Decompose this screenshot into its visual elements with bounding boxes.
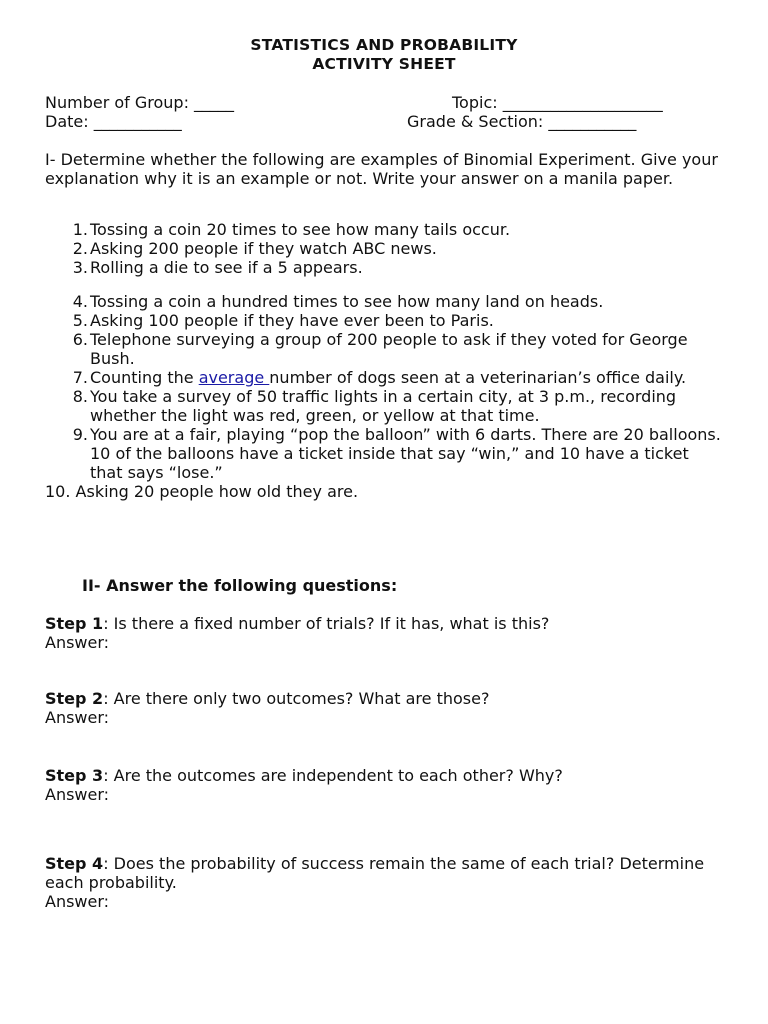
step-label: Step 1 [45,614,104,633]
list-item [45,425,725,482]
item-text: You are at a fair, playing “pop the balloon” with 6 darts. There are 20 balloons. 10 of the balloons have a ticket inside that say “win,” and 10 have a ticket that says “lose.” [90,425,721,482]
step-1 [45,614,735,652]
item-text: Asking 20 people how old they are. [75,482,359,501]
item-text: Asking 100 people if they have ever been to Paris. [90,311,494,330]
item-number: 8. [72,387,88,406]
step-label: Step 4 [45,854,104,873]
item-number: 1. [72,220,88,239]
step-2 [45,689,735,727]
item-text: Telephone surveying a group of 200 people to ask if they voted for George Bush. [90,330,688,368]
sheet-title: STATISTICS AND PROBABILITY [250,36,518,54]
binomial-items-list-b [45,292,725,501]
item-number: 4. [72,292,88,311]
date-field: Date: ___________ [45,112,182,131]
answer-label: Answer: [45,708,110,727]
list-item [45,330,725,368]
item-number: 7. [72,368,88,387]
grade-section-field: Grade & Section: ___________ [407,112,637,131]
item-text: number of dogs seen at a veterinarian’s office daily. [269,368,687,387]
part2-heading: II- Answer the following questions: [82,576,398,595]
item-number: 10. [45,482,71,501]
item-text: Tossing a coin a hundred times to see how many land on heads. [90,292,604,311]
step-question: : Is there a fixed number of trials? If it has, what is this? [103,614,550,633]
list-item [45,368,725,387]
item-text: Tossing a coin 20 times to see how many tails occur. [90,220,511,239]
list-item [45,292,725,311]
item-number: 6. [72,330,88,349]
step-question: : Does the probability of success remain the same of each trial? Determine each probability. [45,854,705,892]
item-number: 3. [72,258,88,277]
item-number: 9. [72,425,88,444]
list-item [45,387,725,425]
list-item [45,220,725,239]
topic-field: Topic: ____________________ [452,93,663,112]
list-item [45,239,725,258]
item-text: Asking 200 people if they watch ABC news. [90,239,437,258]
list-item [45,258,725,277]
item-number: 2. [72,239,88,258]
part1-instructions: I- Determine whether the following are examples of Binomial Experiment. Give your explanation why it is an example or not. Write your answer on a manila paper. [45,150,718,188]
sheet-subtitle: ACTIVITY SHEET [312,55,456,73]
step-question: : Are there only two outcomes? What are those? [103,689,490,708]
answer-label: Answer: [45,633,110,652]
step-label: Step 2 [45,689,104,708]
item-text: You take a survey of 50 traffic lights in a certain city, at 3 p.m., recording whether the light was red, green, or yellow at that time. [90,387,677,425]
list-item [45,482,725,501]
answer-label: Answer: [45,785,110,804]
step-3 [45,766,735,804]
item-text: Rolling a die to see if a 5 appears. [90,258,363,277]
average-link[interactable]: average [198,368,270,387]
step-4 [45,854,735,911]
step-label: Step 3 [45,766,104,785]
binomial-items-list-a [45,220,725,277]
item-text: Counting the [90,368,199,387]
item-number: 5. [72,311,88,330]
list-item [45,311,725,330]
step-question: : Are the outcomes are independent to each other? Why? [103,766,563,785]
answer-label: Answer: [45,892,110,911]
group-number-field: Number of Group: _____ [45,93,235,112]
